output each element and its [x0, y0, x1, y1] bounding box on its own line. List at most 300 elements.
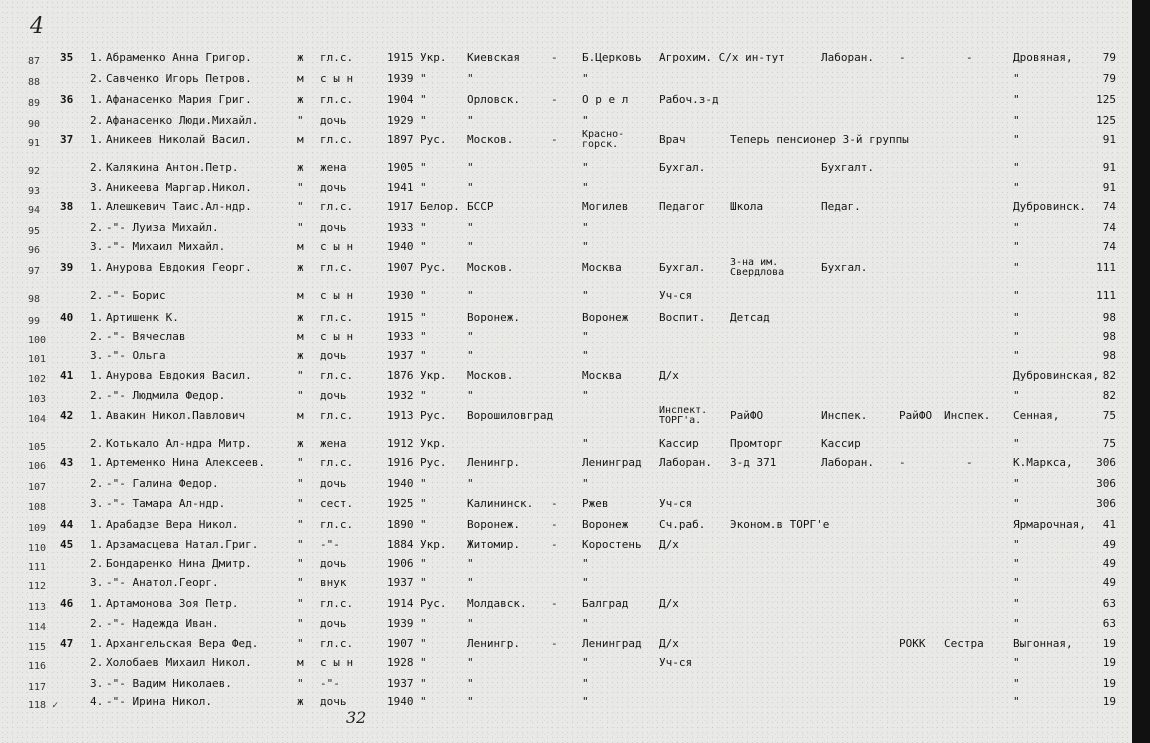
cell-job: Кассир — [659, 437, 699, 450]
cell-yr: 1939 — [387, 617, 414, 630]
table-row — [0, 257, 1132, 282]
cell-rel: гл.с. — [320, 261, 354, 274]
table-row — [0, 350, 1132, 370]
cell-fam: 41 — [60, 369, 74, 382]
cell-street: " — [1013, 389, 1020, 402]
cell-ln: 111 — [28, 562, 47, 573]
cell-city: " — [582, 221, 589, 234]
cell-ln: 106 — [28, 461, 47, 472]
cell-place: Школа — [730, 200, 764, 213]
cell-sex: " — [297, 200, 304, 213]
cell-city: Москва — [582, 369, 622, 382]
cell-nat: Рус. — [420, 133, 447, 146]
cell-num: 19 — [1102, 637, 1116, 650]
cell-num: 19 — [1102, 656, 1116, 669]
cell-reg: " — [467, 477, 474, 490]
cell-ln: 89 — [28, 98, 41, 109]
table-row — [0, 478, 1132, 498]
cell-mem: 2. — [90, 617, 104, 630]
cell-street: " — [1013, 437, 1020, 450]
cell-sex: " — [297, 637, 304, 650]
cell-job: Инспект. ТОРГ'а. — [659, 405, 708, 426]
cell-city: Воронеж — [582, 518, 629, 531]
cell-mem: 1. — [90, 637, 104, 650]
cell-ln: 87 — [28, 56, 41, 67]
cell-num: 91 — [1102, 133, 1116, 146]
cell-ln: 116 — [28, 661, 47, 672]
cell-sex: ж — [297, 349, 304, 362]
cell-place: Эконом.в ТОРГ'е — [730, 518, 830, 531]
cell-yr: 1904 — [387, 93, 414, 106]
cell-nat: " — [420, 221, 427, 234]
cell-name: Афанасенко Люди.Михайл. — [106, 114, 259, 127]
cell-city: Воронеж — [582, 311, 629, 324]
cell-yr: 1907 — [387, 637, 414, 650]
cell-mem: 1. — [90, 518, 104, 531]
cell-nat: Белор. — [420, 200, 460, 213]
cell-pos: Кассир — [821, 437, 861, 450]
cell-name: -"- Ольга — [106, 349, 166, 362]
cell-rel: с ы н — [320, 330, 354, 343]
cell-street: Дровяная, — [1013, 51, 1073, 64]
table-row — [0, 657, 1132, 677]
cell-yr: 1940 — [387, 477, 414, 490]
cell-rel: с ы н — [320, 289, 354, 302]
cell-ln: 110 — [28, 543, 47, 554]
cell-street: " — [1013, 349, 1020, 362]
cell-nat: Укр. — [420, 538, 447, 551]
cell-ln: 113 — [28, 602, 47, 613]
table-row — [0, 129, 1132, 154]
cell-city: " — [582, 437, 589, 450]
cell-ln: 112 — [28, 581, 47, 592]
cell-num: 125 — [1096, 93, 1116, 106]
cell-sex: м — [297, 72, 304, 85]
cell-name: -"- Вадим Николаев. — [106, 677, 232, 690]
cell-yr: 1914 — [387, 597, 414, 610]
table-row — [0, 498, 1132, 518]
cell-ln: 117 — [28, 682, 47, 693]
cell-nat: Рус. — [420, 261, 447, 274]
cell-reg: " — [467, 114, 474, 127]
table-row — [0, 52, 1132, 72]
cell-reg: " — [467, 695, 474, 708]
table-row — [0, 438, 1132, 458]
cell-num: 91 — [1102, 181, 1116, 194]
cell-rel: сест. — [320, 497, 354, 510]
cell-d1: - — [551, 518, 558, 531]
cell-yr: 1913 — [387, 409, 414, 422]
cell-street: " — [1013, 597, 1020, 610]
table-row — [0, 182, 1132, 202]
cell-yr: 1915 — [387, 51, 414, 64]
cell-yr: 1929 — [387, 114, 414, 127]
cell-rel: дочь — [320, 221, 347, 234]
cell-ln: 96 — [28, 245, 41, 256]
cell-street: К.Маркса, — [1013, 456, 1073, 469]
cell-num: 306 — [1096, 456, 1116, 469]
cell-sex: ж — [297, 261, 304, 274]
cell-d1: - — [551, 538, 558, 551]
cell-nat: " — [420, 161, 427, 174]
cell-mem: 2. — [90, 477, 104, 490]
cell-rel: с ы н — [320, 240, 354, 253]
cell-pos: Инспек. — [821, 409, 868, 422]
cell-rel: с ы н — [320, 656, 354, 669]
cell-sex: " — [297, 597, 304, 610]
cell-yr: 1933 — [387, 330, 414, 343]
cell-name: -"- Тамара Ал-ндр. — [106, 497, 226, 510]
cell-sex: " — [297, 114, 304, 127]
cell-name: Абраменко Анна Григор. — [106, 51, 252, 64]
cell-name: -"- Борис — [106, 289, 166, 302]
cell-place: РайФО — [730, 409, 764, 422]
cell-yr: 1915 — [387, 311, 414, 324]
cell-yr: 1884 — [387, 538, 414, 551]
cell-num: 49 — [1102, 557, 1116, 570]
cell-job: Педагог — [659, 200, 706, 213]
cell-city: " — [582, 576, 589, 589]
cell-sex: " — [297, 677, 304, 690]
table-row — [0, 312, 1132, 332]
table-row — [0, 222, 1132, 242]
cell-mem: 2. — [90, 437, 104, 450]
cell-job: Воспит. — [659, 311, 706, 324]
cell-num: 74 — [1102, 240, 1116, 253]
cell-reg: Ленингр. — [467, 456, 520, 469]
cell-nat: " — [420, 637, 427, 650]
cell-yr: 1907 — [387, 261, 414, 274]
cell-pos: Бухгалт. — [821, 161, 874, 174]
cell-job: Рабоч.з-д — [659, 93, 719, 106]
cell-city: Могилев — [582, 200, 629, 213]
cell-nat: " — [420, 695, 427, 708]
cell-num: 49 — [1102, 576, 1116, 589]
cell-name: Артишенк К. — [106, 311, 179, 324]
cell-job: Сч.раб. — [659, 518, 706, 531]
cell-num: 75 — [1102, 409, 1116, 422]
cell-yr: 1940 — [387, 240, 414, 253]
cell-nat: Укр. — [420, 437, 447, 450]
cell-nat: " — [420, 576, 427, 589]
cell-rel: гл.с. — [320, 93, 354, 106]
cell-sex: " — [297, 456, 304, 469]
cell-yr: 1928 — [387, 656, 414, 669]
cell-mem: 1. — [90, 311, 104, 324]
cell-nat: Рус. — [420, 597, 447, 610]
cell-ln: 91 — [28, 138, 41, 149]
cell-x2: Инспек. — [944, 409, 991, 422]
cell-ln: 100 — [28, 335, 47, 346]
table-row — [0, 390, 1132, 410]
cell-reg: " — [467, 677, 474, 690]
cell-ln: 114 — [28, 622, 47, 633]
cell-yr: 1932 — [387, 389, 414, 402]
cell-ln: 107 — [28, 482, 47, 493]
cell-x1: РОКК — [899, 637, 926, 650]
cell-num: 63 — [1102, 617, 1116, 630]
cell-mem: 3. — [90, 677, 104, 690]
cell-job: Уч-ся — [659, 289, 693, 302]
cell-reg: Ворошиловград — [467, 409, 554, 422]
table-row — [0, 558, 1132, 578]
cell-nat: " — [420, 349, 427, 362]
cell-street: " — [1013, 72, 1020, 85]
cell-mem: 2. — [90, 72, 104, 85]
cell-street: " — [1013, 181, 1020, 194]
cell-sex: " — [297, 497, 304, 510]
cell-yr: 1925 — [387, 497, 414, 510]
cell-city: " — [582, 656, 589, 669]
cell-street: " — [1013, 161, 1020, 174]
cell-name: Алешкевич Таис.Ал-ндр. — [106, 200, 252, 213]
cell-street: " — [1013, 557, 1020, 570]
cell-city: Коростень — [582, 538, 642, 551]
cell-fam: 42 — [60, 409, 74, 422]
handwritten-sheet-number: 32 — [346, 708, 367, 727]
cell-name: Архангельская Вера Фед. — [106, 637, 259, 650]
cell-name: Арзамасцева Натал.Григ. — [106, 538, 259, 551]
cell-street: " — [1013, 617, 1020, 630]
cell-ln: 98 — [28, 294, 41, 305]
cell-street: " — [1013, 311, 1020, 324]
table-row — [0, 94, 1132, 114]
cell-num: 82 — [1102, 369, 1116, 382]
cell-sex: ж — [297, 311, 304, 324]
cell-street: " — [1013, 330, 1020, 343]
cell-sex: м — [297, 409, 304, 422]
cell-ln: 97 — [28, 266, 41, 277]
cell-city: Москва — [582, 261, 622, 274]
cell-street: Дубровинск. — [1013, 200, 1086, 213]
cell-nat: " — [420, 617, 427, 630]
cell-ln: 103 — [28, 394, 47, 405]
handwritten-page-number: 4 — [30, 14, 44, 39]
cell-x3: - — [966, 51, 973, 64]
cell-rel: дочь — [320, 349, 347, 362]
cell-street: " — [1013, 261, 1020, 274]
cell-name: Афанасенко Мария Григ. — [106, 93, 252, 106]
cell-d1: - — [551, 597, 558, 610]
cell-reg: " — [467, 617, 474, 630]
cell-num: 19 — [1102, 695, 1116, 708]
cell-sex: ж — [297, 93, 304, 106]
cell-job: Лаборан. — [659, 456, 712, 469]
cell-rel: гл.с. — [320, 51, 354, 64]
cell-rel: дочь — [320, 557, 347, 570]
cell-reg: " — [467, 240, 474, 253]
cell-sex: " — [297, 576, 304, 589]
cell-yr: 1916 — [387, 456, 414, 469]
cell-job: Бухгал. — [659, 161, 706, 174]
cell-d1: - — [551, 497, 558, 510]
cell-mem: 1. — [90, 51, 104, 64]
cell-nat: " — [420, 497, 427, 510]
cell-rel: гл.с. — [320, 311, 354, 324]
cell-sex: " — [297, 369, 304, 382]
cell-reg: Ленингр. — [467, 637, 520, 650]
table-row — [0, 577, 1132, 597]
cell-city: " — [582, 330, 589, 343]
cell-fam: 45 — [60, 538, 74, 551]
table-row — [0, 115, 1132, 135]
cell-nat: " — [420, 289, 427, 302]
cell-nat: Рус. — [420, 409, 447, 422]
cell-num: 75 — [1102, 437, 1116, 450]
table-row — [0, 405, 1132, 430]
cell-num: 91 — [1102, 161, 1116, 174]
table-row — [0, 457, 1132, 477]
cell-name: -"- Анатол.Георг. — [106, 576, 219, 589]
cell-name: Артамонова Зоя Петр. — [106, 597, 239, 610]
cell-ln: 108 — [28, 502, 47, 513]
cell-x2: Сестра — [944, 637, 984, 650]
cell-fam: 40 — [60, 311, 74, 324]
cell-ln: 95 — [28, 226, 41, 237]
cell-fam: 47 — [60, 637, 74, 650]
cell-name: Калякина Антон.Петр. — [106, 161, 239, 174]
cell-city: Ленинград — [582, 637, 642, 650]
cell-job: Д/х — [659, 369, 679, 382]
cell-rel: гл.с. — [320, 518, 354, 531]
cell-sex: " — [297, 477, 304, 490]
cell-mem: 3. — [90, 181, 104, 194]
cell-job: Уч-ся — [659, 656, 693, 669]
cell-sex: " — [297, 518, 304, 531]
cell-name: Анурова Евдокия Васил. — [106, 369, 252, 382]
cell-mem: 2. — [90, 557, 104, 570]
cell-nat: " — [420, 677, 427, 690]
cell-name: -"- Вячеслав — [106, 330, 186, 343]
cell-nat: " — [420, 93, 427, 106]
cell-num: 41 — [1102, 518, 1116, 531]
cell-rel: дочь — [320, 695, 347, 708]
cell-city: " — [582, 677, 589, 690]
cell-city: " — [582, 557, 589, 570]
cell-street: Дубровинская, — [1013, 369, 1100, 382]
cell-sex: м — [297, 289, 304, 302]
cell-reg: Москов. — [467, 369, 514, 382]
cell-ln: 92 — [28, 166, 41, 177]
cell-sex: ж — [297, 51, 304, 64]
cell-d1: - — [551, 93, 558, 106]
cell-fam: 38 — [60, 200, 74, 213]
cell-name: Холобаев Михаил Никол. — [106, 656, 252, 669]
cell-street: " — [1013, 677, 1020, 690]
cell-mem: 4. — [90, 695, 104, 708]
cell-name: Аникеев Николай Васил. — [106, 133, 252, 146]
cell-city: Ржев — [582, 497, 609, 510]
cell-sex: м — [297, 133, 304, 146]
cell-reg: " — [467, 72, 474, 85]
cell-city: " — [582, 161, 589, 174]
cell-place: Детсад — [730, 311, 770, 324]
cell-sex: ж — [297, 161, 304, 174]
cell-job: Д/х — [659, 538, 679, 551]
cell-nat: " — [420, 72, 427, 85]
cell-reg: Воронеж. — [467, 311, 520, 324]
cell-reg: " — [467, 557, 474, 570]
cell-place: Промторг — [730, 437, 783, 450]
table-row — [0, 370, 1132, 390]
cell-num: 98 — [1102, 330, 1116, 343]
cell-ln: 94 — [28, 205, 41, 216]
cell-num: 63 — [1102, 597, 1116, 610]
cell-reg: " — [467, 656, 474, 669]
cell-city: Красно- горск. — [582, 129, 625, 150]
cell-reg: Калининск. — [467, 497, 534, 510]
cell-rel: гл.с. — [320, 133, 354, 146]
cell-street: " — [1013, 538, 1020, 551]
cell-nat: Укр. — [420, 369, 447, 382]
cell-city: " — [582, 240, 589, 253]
cell-yr: 1912 — [387, 437, 414, 450]
cell-mem: 3. — [90, 240, 104, 253]
cell-yr: 1937 — [387, 576, 414, 589]
cell-x1: - — [899, 456, 906, 469]
cell-fam: 37 — [60, 133, 74, 146]
cell-rel: с ы н — [320, 72, 354, 85]
table-row — [0, 539, 1132, 559]
cell-yr: 1876 — [387, 369, 414, 382]
cell-job: Д/х — [659, 597, 679, 610]
cell-mem: 1. — [90, 133, 104, 146]
cell-reg: " — [467, 330, 474, 343]
cell-name: Артеменко Нина Алексеев. — [106, 456, 265, 469]
cell-sex: " — [297, 181, 304, 194]
cell-city: Ленинград — [582, 456, 642, 469]
cell-nat: " — [420, 330, 427, 343]
table-row — [0, 73, 1132, 93]
cell-yr: 1906 — [387, 557, 414, 570]
cell-fam: 46 — [60, 597, 74, 610]
cell-ln: 88 — [28, 77, 41, 88]
cell-job: Врач — [659, 133, 686, 146]
cell-city: " — [582, 114, 589, 127]
cell-reg: " — [467, 221, 474, 234]
cell-mem: 1. — [90, 456, 104, 469]
cell-pos: Бухгал. — [821, 261, 868, 274]
cell-city: Балград — [582, 597, 629, 610]
table-row — [0, 618, 1132, 638]
cell-rel: гл.с. — [320, 597, 354, 610]
cell-mem: 1. — [90, 409, 104, 422]
cell-yr: 1890 — [387, 518, 414, 531]
cell-nat: " — [420, 518, 427, 531]
cell-rel: гл.с. — [320, 369, 354, 382]
cell-reg: Москов. — [467, 133, 514, 146]
cell-yr: 1940 — [387, 695, 414, 708]
cell-name: -"- Галина Федор. — [106, 477, 219, 490]
cell-sex: " — [297, 538, 304, 551]
cell-mem: 1. — [90, 200, 104, 213]
table-row — [0, 290, 1132, 310]
cell-num: 98 — [1102, 311, 1116, 324]
cell-num: 74 — [1102, 200, 1116, 213]
cell-rel: гл.с. — [320, 456, 354, 469]
cell-ln: 115 — [28, 642, 47, 653]
cell-reg: " — [467, 181, 474, 194]
cell-street: Ярмарочная, — [1013, 518, 1086, 531]
table-row — [0, 201, 1132, 221]
table-row — [0, 598, 1132, 618]
cell-mem: 2. — [90, 656, 104, 669]
cell-mem: 2. — [90, 389, 104, 402]
cell-name: Арабадзе Вера Никол. — [106, 518, 239, 531]
cell-sex: м — [297, 656, 304, 669]
cell-nat: " — [420, 557, 427, 570]
cell-mem: 2. — [90, 289, 104, 302]
